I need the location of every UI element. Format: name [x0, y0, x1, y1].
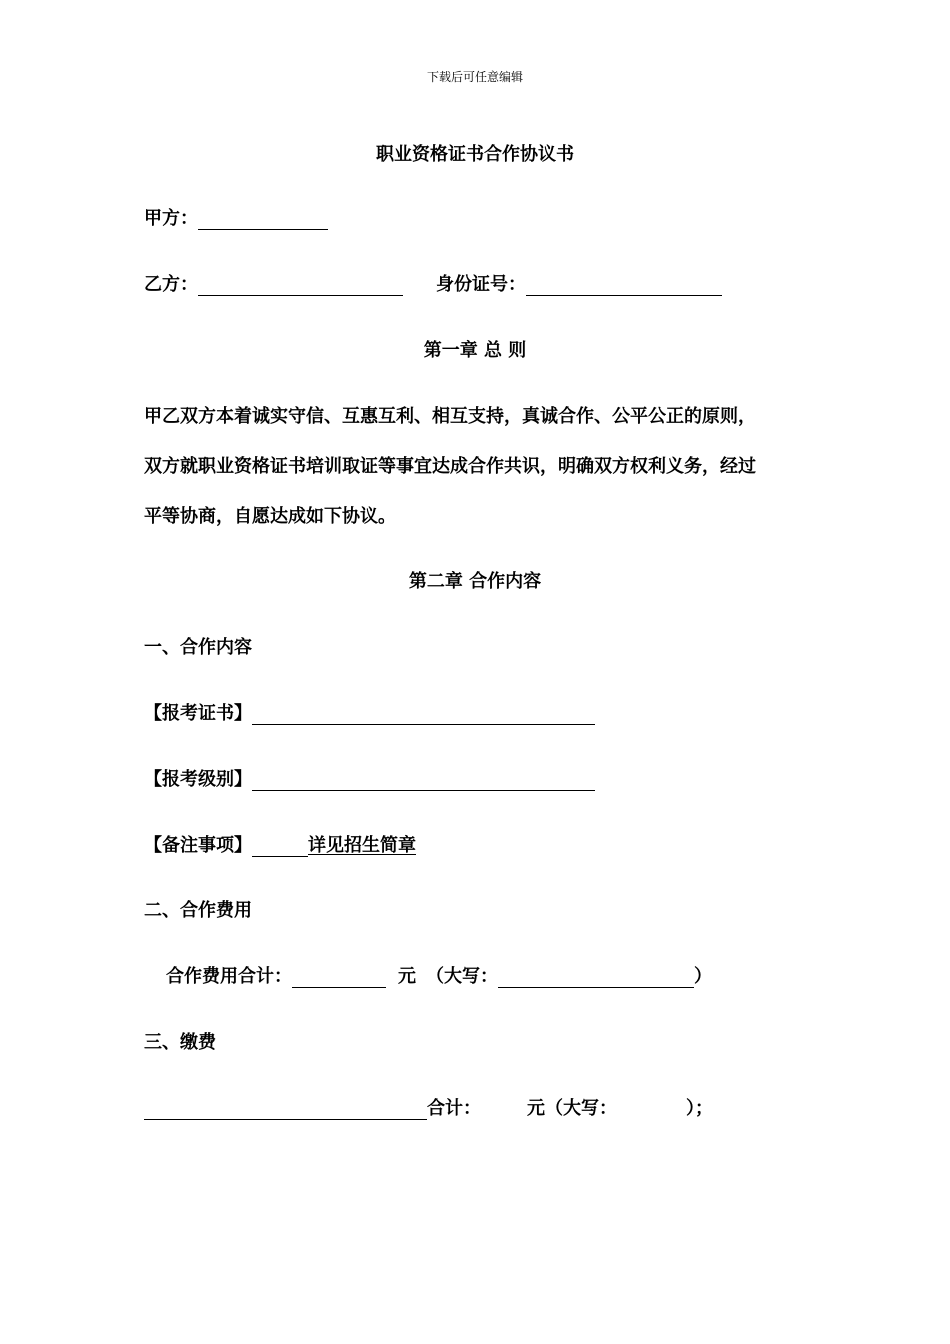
party-a-label: 甲方：	[144, 208, 198, 229]
chapter1-line-3: 平等协商，自愿达成如下协议。	[144, 506, 396, 527]
fee-uppercase-label: （大写：	[426, 966, 498, 987]
chapter1-line-1: 甲乙双方本着诚实守信、互惠互利、相互支持，真诚合作、公平公正的原则，	[144, 406, 756, 427]
fee-unit: 元	[398, 966, 416, 987]
fee-uppercase-blank	[498, 967, 694, 988]
id-number-row	[436, 270, 722, 296]
chapter1-line-2: 双方就职业资格证书培训取证等事宜达成合作共识，明确双方权利义务，经过	[144, 456, 756, 477]
remarks-row	[144, 831, 416, 857]
payment-unit: 元（大写：	[527, 1098, 608, 1119]
level-blank	[252, 770, 595, 791]
id-number-label: 身份证号：	[436, 274, 526, 295]
payment-total-label: 合计：	[427, 1098, 481, 1119]
party-a-blank	[198, 209, 328, 230]
payment-close: ）；	[686, 1098, 713, 1119]
section3-heading: 三、缴费	[144, 1032, 216, 1053]
level-row	[144, 765, 595, 791]
party-a-row	[144, 204, 328, 230]
party-b-blank	[198, 275, 403, 296]
id-number-blank	[526, 275, 722, 296]
fee-amount-blank	[292, 967, 386, 988]
fee-total-label: 合作费用合计：	[166, 966, 292, 987]
level-label: 【报考级别】	[144, 769, 252, 790]
chapter2-heading: 第二章 合作内容	[408, 571, 542, 592]
remarks-label: 【备注事项】	[144, 835, 252, 856]
fee-total-row	[166, 962, 712, 988]
party-b-label: 乙方：	[144, 274, 198, 295]
document-title: 职业资格证书合作协议书	[376, 144, 574, 165]
cert-row	[144, 699, 595, 725]
payment-item-blank	[144, 1099, 427, 1120]
fee-close: ）	[694, 966, 712, 987]
remarks-value: 详见招生简章	[308, 835, 416, 856]
party-b-row	[144, 270, 403, 296]
remarks-blank	[252, 836, 308, 857]
payment-row	[144, 1094, 713, 1120]
section1-heading: 一、合作内容	[144, 637, 252, 658]
cert-blank	[252, 704, 595, 725]
section2-heading: 二、合作费用	[144, 900, 252, 921]
header-note: 下载后可任意编辑	[426, 70, 523, 84]
cert-label: 【报考证书】	[144, 703, 252, 724]
chapter1-heading: 第一章 总 则	[423, 340, 527, 361]
